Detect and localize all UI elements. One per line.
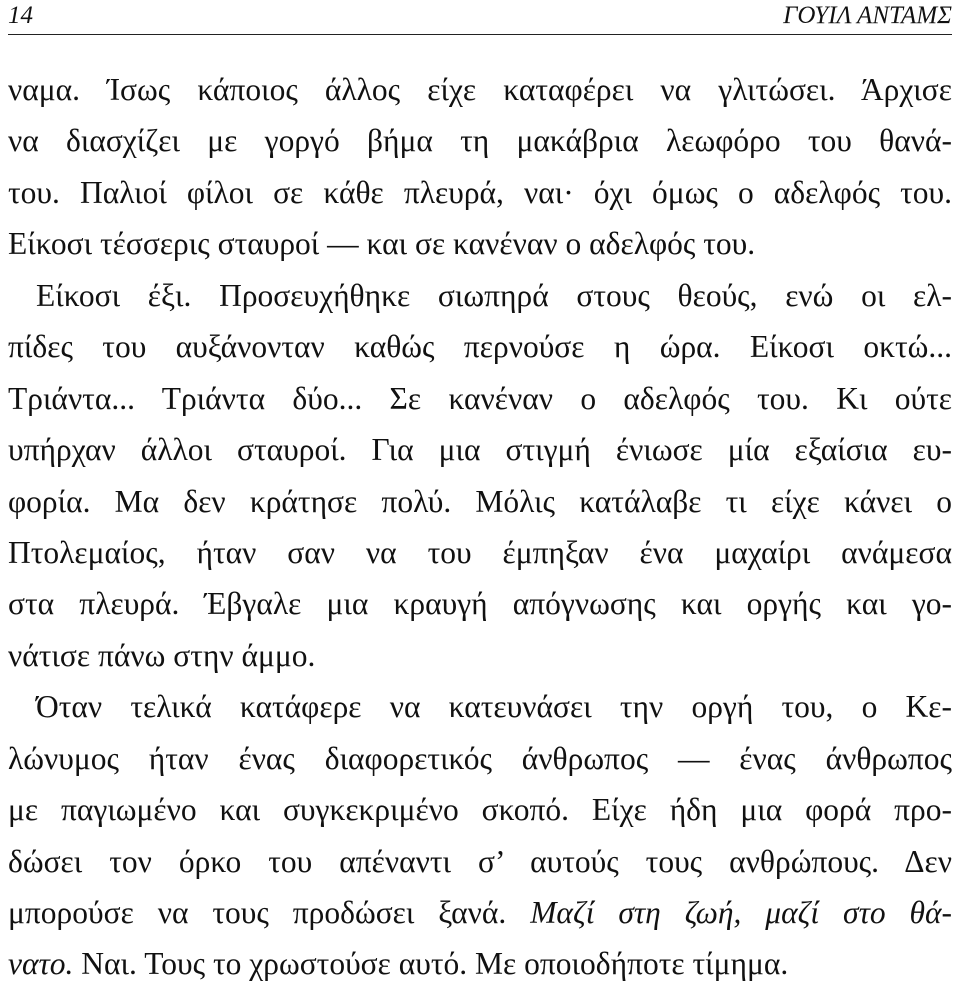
line-text: πίδες του αυξάνονταν καθώς περνούσε η ώρα. Είκοσι οκτώ... — [8, 329, 952, 365]
line-text: δώσει τον όρκο του απέναντι σ’ αυτούς τους ανθρώπους. Δεν — [8, 843, 952, 879]
line-text: να διασχίζει με γοργό βήμα τη μακάβρια λεωφόρο του θανά- — [8, 123, 952, 159]
text-line — [8, 115, 952, 166]
text-line — [8, 733, 952, 784]
line-text: Τριάντα... Τριάντα δύο... Σε κανέναν ο αδελφός του. Κι ούτε — [8, 380, 952, 416]
text-line — [8, 424, 952, 475]
italic-quote: Μαζί στη ζωή, μαζί στο θά- — [530, 895, 953, 930]
line-text: Είκοσι έξι. Προσευχήθηκε σιωπηρά στους θεούς, ενώ οι ελ- — [36, 277, 952, 313]
text-line — [8, 64, 952, 115]
line-text: λώνυμος ήταν ένας διαφορετικός άνθρωπος — ένας άνθρωπος — [8, 740, 952, 776]
line-text: Ναι. Τους το χρωστούσε αυτό. Με οποιοδήποτε τίμημα. — [73, 946, 789, 982]
text-line — [8, 167, 952, 218]
line-text: Όταν τελικά κατάφερε να κατευνάσει την οργή του, ο Κε- — [36, 689, 952, 725]
body-text — [8, 64, 952, 990]
italic-quote: νατο. — [8, 946, 74, 982]
page-number: 14 — [8, 2, 33, 29]
running-title: ΓΟΥΙΛ ΑΝΤΑΜΣ — [783, 2, 952, 29]
line-text: στα πλευρά. Έβγαλε μια κραυγή απόγνωσης και οργής και γο- — [8, 586, 952, 622]
line-text: με παγιωμένο και συγκεκριμένο σκοπό. Είχε ήδη μια φορά προ- — [8, 792, 952, 828]
text-line — [8, 527, 952, 578]
text-line — [8, 836, 952, 887]
text-line — [8, 630, 952, 681]
line-text: Πτολεμαίος, ήταν σαν να του έμπηξαν ένα μαχαίρι ανάμεσα — [8, 534, 952, 570]
running-header — [8, 0, 952, 35]
line-text: φορία. Μα δεν κράτησε πολύ. Μόλις κατάλαβε τι είχε κάνει ο — [8, 483, 952, 519]
text-line — [8, 270, 952, 321]
text-line — [8, 321, 952, 372]
line-text: νάτισε πάνω στην άμμο. — [8, 637, 316, 673]
text-line — [8, 784, 952, 835]
text-line — [8, 681, 952, 732]
line-text: μπορούσε να τους προδώσει ξανά. — [8, 895, 531, 930]
line-text: Είκοσι τέσσερις σταυροί — και σε κανέναν ο αδελφός του. — [8, 226, 756, 262]
text-line — [8, 887, 952, 938]
line-text: του. Παλιοί φίλοι σε κάθε πλευρά, ναι· όχι όμως ο αδελφός του. — [8, 174, 952, 210]
text-line — [8, 578, 952, 629]
line-text: ναμα. Ίσως κάποιος άλλος είχε καταφέρει να γλιτώσει. Άρχισε — [8, 72, 952, 107]
text-line — [8, 938, 952, 989]
text-line — [8, 218, 952, 269]
text-line — [8, 476, 952, 527]
text-line — [8, 373, 952, 424]
line-text: υπήρχαν άλλοι σταυροί. Για μια στιγμή ένιωσε μία εξαίσια ευ- — [8, 432, 952, 468]
